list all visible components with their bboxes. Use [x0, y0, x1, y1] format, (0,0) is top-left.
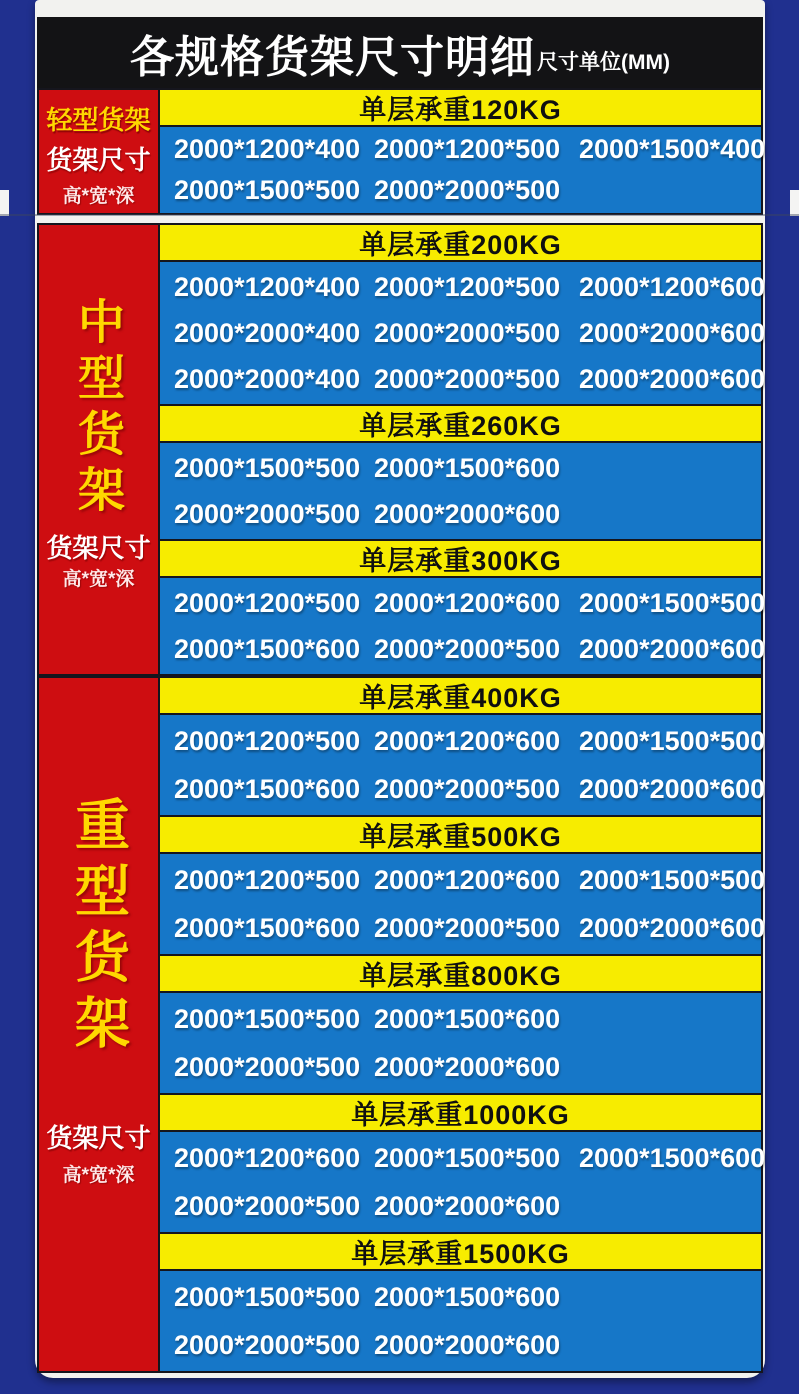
- dimension-cell: 2000*1500*500: [174, 1003, 361, 1034]
- dimension-row: [174, 129, 766, 170]
- dimension-cell: 2000*2000*500: [174, 1051, 361, 1082]
- dimension-block: [158, 578, 766, 676]
- dimension-cell: 2000*2000*600: [579, 363, 766, 394]
- sidebar-heavy-duty: [37, 676, 160, 1373]
- capacity-header: 单层承重300KG: [158, 539, 763, 578]
- dimension-row: [174, 491, 761, 537]
- dimension-cell: 2000*1500*400: [579, 134, 766, 164]
- capacity-group-400kg: [158, 676, 766, 817]
- sidebar-light-duty: [37, 88, 160, 215]
- dimension-block: [158, 1132, 766, 1234]
- dimension-row: [174, 580, 766, 626]
- section-name: 重型货架: [67, 795, 129, 1060]
- dimension-cell: 2000*1500*600: [174, 773, 361, 804]
- dimension-cell: 2000*1200*500: [174, 587, 361, 618]
- dimension-cell: 2000*2000*600: [374, 1190, 561, 1221]
- dimension-row: [174, 1043, 761, 1091]
- sheet-title-bar: [37, 17, 763, 88]
- dimension-row: [174, 445, 761, 491]
- dimension-cell: 2000*2000*600: [579, 912, 766, 943]
- dimension-block: [158, 1271, 763, 1373]
- capacity-group-300kg: [158, 539, 766, 676]
- dimension-cell: 2000*2000*400: [174, 363, 361, 394]
- dimension-row: [174, 1134, 766, 1182]
- capacity-group-500kg: [158, 815, 766, 956]
- size-sublabel: 高*宽*深: [62, 568, 135, 590]
- dimension-cell: 2000*1200*500: [174, 725, 361, 756]
- dimension-row: [174, 626, 766, 672]
- dimension-row: [174, 170, 761, 211]
- section-light-duty: [37, 88, 766, 215]
- dimension-cell: 2000*1200*400: [174, 134, 361, 164]
- dimension-cell: 2000*2000*500: [374, 633, 561, 664]
- dimension-cell: 2000*2000*600: [579, 317, 766, 348]
- dimension-cell: 2000*1200*600: [374, 864, 561, 895]
- dimension-cell: 2000*1500*500: [374, 1142, 561, 1173]
- dimension-cell: 2000*1500*500: [174, 452, 361, 483]
- size-sublabel: 高*宽*深: [62, 1164, 135, 1186]
- dimension-cell: 2000*2000*500: [174, 1329, 361, 1360]
- dimension-row: [174, 264, 766, 310]
- capacity-group-260kg: [158, 404, 763, 541]
- unit-note: 尺寸单位(MM): [537, 50, 670, 74]
- dimension-cell: 2000*2000*600: [579, 773, 766, 804]
- capacity-header: 单层承重800KG: [158, 954, 763, 993]
- section-name: 中型货架: [72, 296, 125, 521]
- dimension-row: [174, 856, 766, 904]
- dimension-cell: 2000*2000*500: [374, 912, 561, 943]
- dimension-cell: 2000*2000*500: [374, 773, 561, 804]
- dimension-cell: 2000*1500*500: [579, 725, 766, 756]
- dimension-block: [158, 993, 763, 1095]
- dimension-row: [174, 904, 766, 952]
- dimension-cell: 2000*1500*600: [174, 633, 361, 664]
- section-heavy-duty: [37, 676, 766, 1373]
- dimension-row: [174, 717, 766, 765]
- dimension-block: [158, 127, 766, 215]
- dimension-block: [158, 262, 766, 406]
- capacity-group-1500kg: [158, 1232, 763, 1373]
- dimension-cell: 2000*2000*500: [174, 498, 361, 529]
- dimension-row: [174, 1273, 761, 1321]
- dimension-cell: 2000*1500*500: [174, 175, 361, 205]
- dimension-cell: 2000*1500*600: [174, 912, 361, 943]
- size-label: 货架尺寸: [46, 533, 151, 564]
- dimension-row: [174, 310, 766, 356]
- capacity-group-800kg: [158, 954, 763, 1095]
- dimension-cell: 2000*2000*600: [374, 1051, 561, 1082]
- dimension-cell: 2000*1500*600: [374, 1281, 561, 1312]
- section-medium-duty: [37, 223, 766, 676]
- dimension-cell: 2000*1500*600: [374, 1003, 561, 1034]
- capacity-header: 单层承重500KG: [158, 815, 763, 854]
- size-label: 货架尺寸: [46, 1123, 151, 1154]
- dimension-row: [174, 356, 766, 402]
- page-seam-notch-left: [0, 190, 9, 216]
- dimension-row: [174, 995, 761, 1043]
- dimension-cell: 2000*2000*500: [374, 175, 561, 205]
- dimension-cell: 2000*2000*500: [174, 1190, 361, 1221]
- capacity-group-200kg: [158, 223, 766, 406]
- dimension-cell: 2000*2000*600: [374, 1329, 561, 1360]
- dimension-cell: 2000*2000*400: [174, 317, 361, 348]
- dimension-cell: 2000*1200*500: [174, 864, 361, 895]
- dimension-cell: 2000*2000*500: [374, 317, 561, 348]
- capacity-header: 单层承重1000KG: [158, 1093, 763, 1132]
- dimension-cell: 2000*1200*500: [374, 134, 561, 164]
- dimension-row: [174, 1182, 761, 1230]
- size-sublabel: 高*宽*深: [62, 186, 135, 207]
- dimension-cell: 2000*1200*600: [374, 587, 561, 618]
- dimension-block: [158, 715, 766, 817]
- dimension-cell: 2000*1500*600: [374, 452, 561, 483]
- dimension-block: [158, 854, 766, 956]
- size-label: 货架尺寸: [46, 145, 151, 175]
- dimension-cell: 2000*1500*500: [579, 587, 766, 618]
- dimension-cell: 2000*2000*600: [579, 633, 766, 664]
- dimension-cell: 2000*1200*500: [374, 271, 561, 302]
- dimension-row: [174, 1321, 761, 1369]
- capacity-header: 单层承重260KG: [158, 404, 763, 443]
- dimension-cell: 2000*1200*600: [374, 725, 561, 756]
- dimension-row: [174, 765, 766, 813]
- dimension-cell: 2000*1500*500: [174, 1281, 361, 1312]
- capacity-group-120kg: [158, 88, 766, 215]
- spec-sheet-panel: [35, 0, 765, 1378]
- capacity-group-1000kg: [158, 1093, 766, 1234]
- dimension-cell: 2000*1500*500: [579, 864, 766, 895]
- dimension-cell: 2000*2000*600: [374, 498, 561, 529]
- section-name: 轻型货架: [46, 105, 151, 135]
- dimension-cell: 2000*1200*600: [579, 271, 766, 302]
- dimension-cell: 2000*2000*500: [374, 363, 561, 394]
- dimension-cell: 2000*1200*600: [174, 1142, 361, 1173]
- sidebar-medium-duty: [37, 223, 160, 676]
- capacity-header: 单层承重120KG: [158, 88, 763, 127]
- capacity-header: 单层承重1500KG: [158, 1232, 763, 1271]
- sheet-title: 各规格货架尺寸明细: [130, 32, 535, 82]
- dimension-block: [158, 443, 763, 541]
- dimension-cell: 2000*1500*600: [579, 1142, 766, 1173]
- page-seam-notch-right: [790, 190, 799, 216]
- dimension-cell: 2000*1200*400: [174, 271, 361, 302]
- capacity-header: 单层承重200KG: [158, 223, 763, 262]
- capacity-header: 单层承重400KG: [158, 676, 763, 715]
- panel-seam-line: [0, 214, 799, 216]
- panel-seam-gap: [37, 215, 763, 223]
